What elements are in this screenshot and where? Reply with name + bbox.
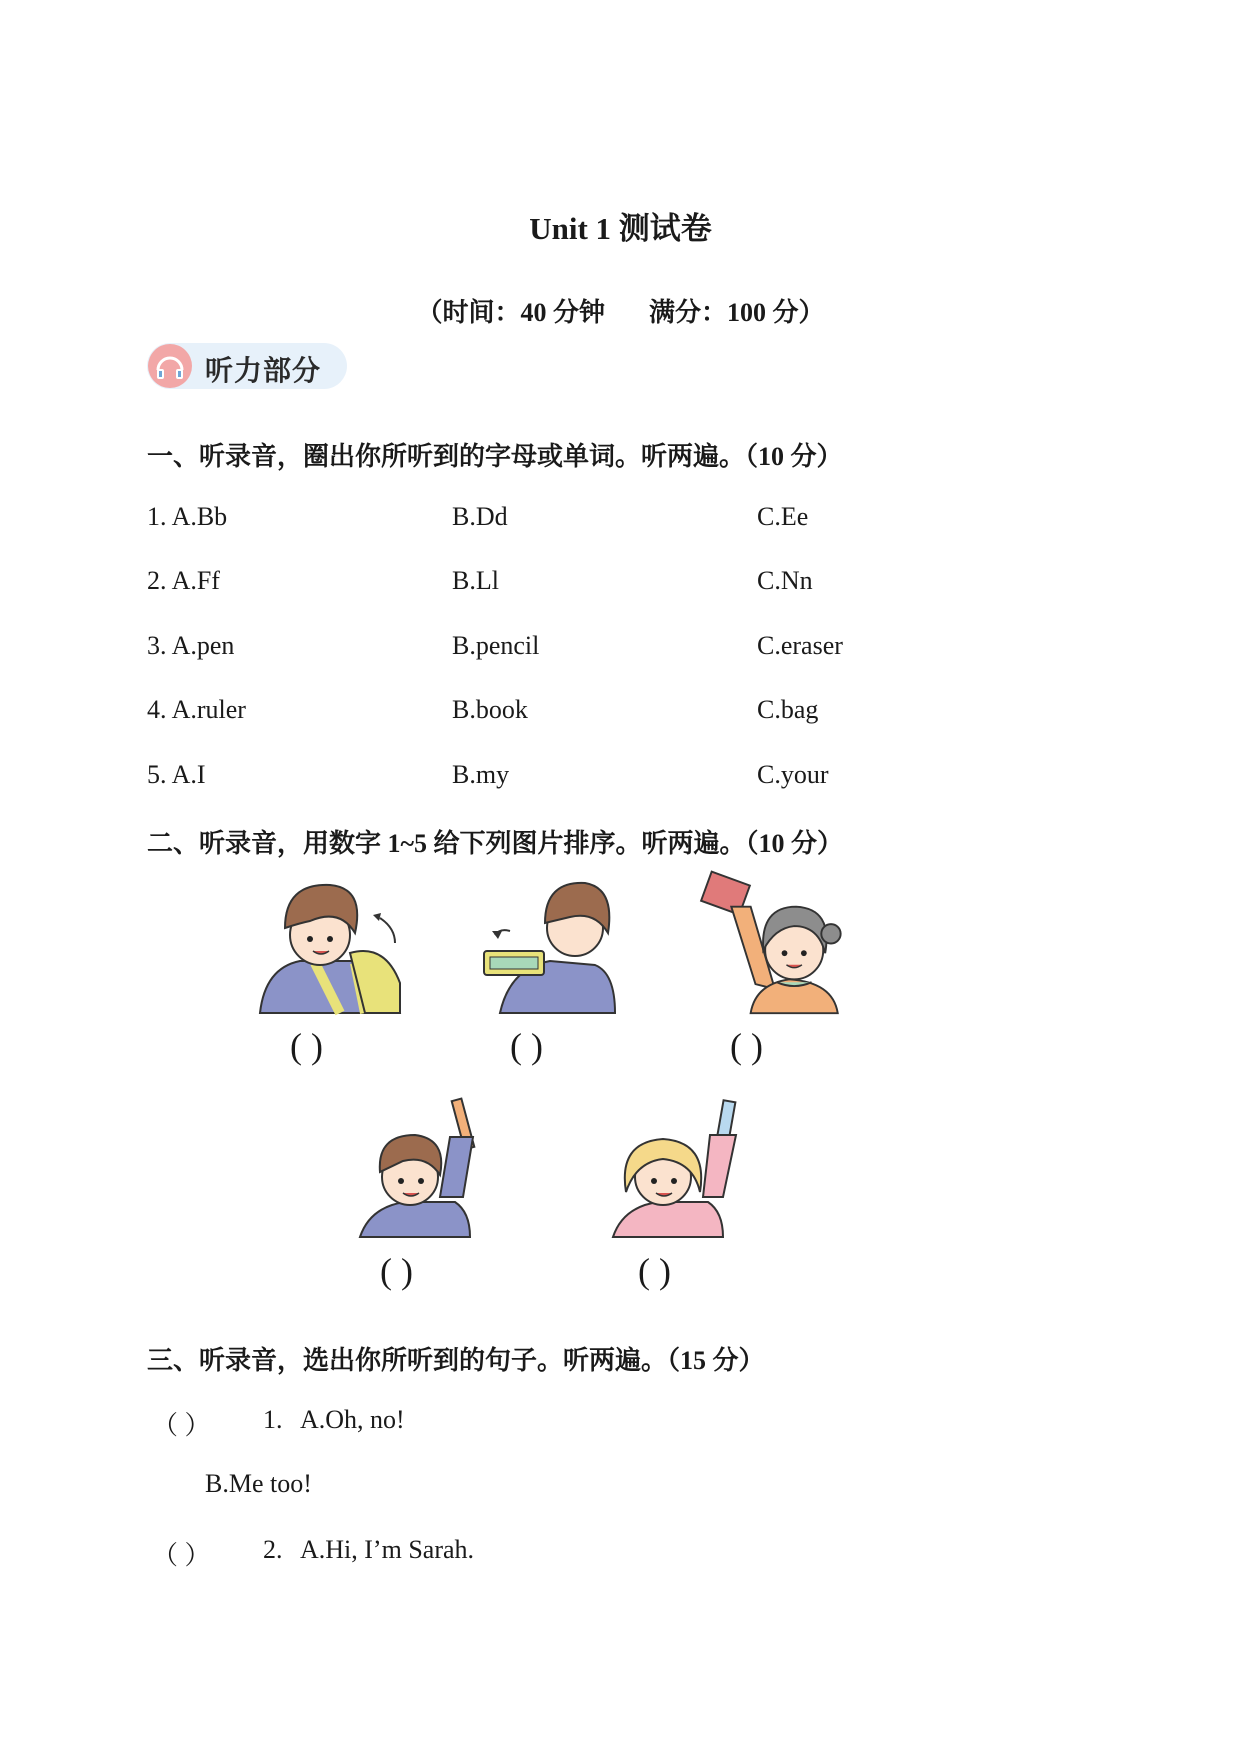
badge-label: 听力部分: [205, 354, 322, 387]
option: 2. A.Ff: [147, 566, 220, 595]
option: B.my: [452, 760, 510, 789]
choice-a: A.Oh, no!: [300, 1405, 405, 1434]
section3-heading: 三、听录音，选出你所听到的句子。听两遍。（15 分）: [147, 1346, 765, 1375]
full-score: 满分：100 分）: [649, 298, 825, 327]
listening-section-badge: [147, 343, 347, 389]
girl-book-illustration: [695, 868, 845, 1018]
page-title: Unit 1 测试卷: [529, 211, 712, 246]
section1-heading: 一、听录音，圈出你所听到的字母或单词。听两遍。（10 分）: [147, 442, 843, 471]
section2-heading: 二、听录音，用数字 1~5 给下列图片排序。听两遍。（10 分）: [147, 829, 844, 858]
answer-blank[interactable]: ( ): [290, 1026, 323, 1066]
answer-blank[interactable]: ( ): [638, 1251, 671, 1291]
girl-ruler-illustration: [608, 1097, 758, 1247]
option: B.book: [452, 695, 528, 724]
choice-a: A.Hi, I’m Sarah.: [300, 1535, 475, 1564]
option: 1. A.Bb: [147, 502, 228, 531]
answer-blank[interactable]: （ ）: [152, 1411, 211, 1440]
question-number: 1.: [263, 1405, 283, 1434]
option: C.eraser: [757, 631, 843, 660]
answer-blank[interactable]: （ ）: [152, 1541, 211, 1570]
option: B.Ll: [452, 566, 499, 595]
option: C.Ee: [757, 502, 809, 531]
option: 5. A.I: [147, 760, 206, 789]
option: 3. A.pen: [147, 631, 235, 660]
answer-blank[interactable]: ( ): [510, 1026, 543, 1066]
option: C.your: [757, 760, 829, 789]
boy-pencil-illustration: [355, 1097, 505, 1247]
option: C.Nn: [757, 566, 813, 595]
boy-pencilbox-illustration: [480, 873, 630, 1023]
answer-blank[interactable]: ( ): [730, 1026, 763, 1066]
option: 4. A.ruler: [147, 695, 246, 724]
option: B.pencil: [452, 631, 540, 660]
answer-blank[interactable]: ( ): [380, 1251, 413, 1291]
option: B.Dd: [452, 502, 508, 531]
choice-b: B.Me too!: [205, 1469, 312, 1498]
question-number: 2.: [263, 1535, 283, 1564]
headphones-icon: [147, 343, 193, 389]
option: C.bag: [757, 695, 819, 724]
time-limit: （时间：40 分钟: [416, 298, 605, 327]
boy-schoolbag-illustration: [255, 873, 405, 1023]
page-subtitle: [0, 292, 1241, 329]
